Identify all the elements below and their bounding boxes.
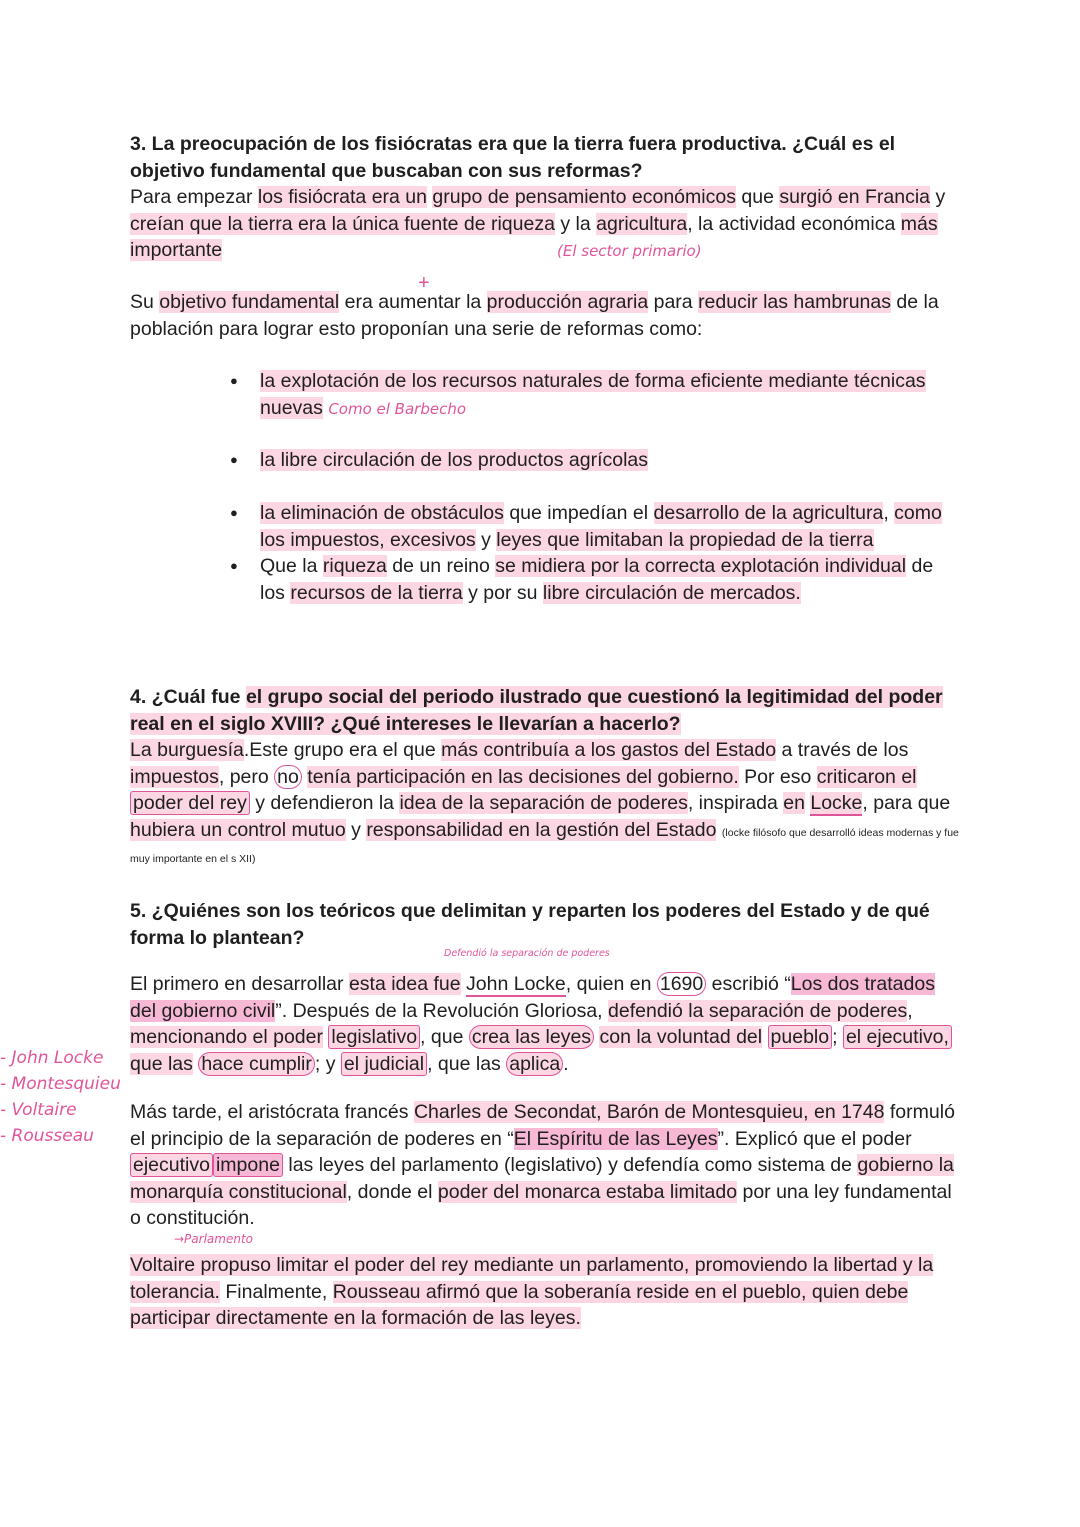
question-3-title: 3. La preocupación de los fisiócratas era que la tierra fuera productiva. ¿Cuál es el objetivo fundamental que buscaban con sus reformas? [130,133,896,182]
question-3-paragraph-1: Para empezar los fisiócrata era un grupo de pensamiento económicos que surgió en Francia y creían que la tierra era la única fuente de riqueza y la agricultura, la actividad económica más importante [130,186,946,261]
margin-name: - Montesquieu [0,1074,121,1094]
margin-name: - John Locke [0,1048,104,1068]
plus-annotation: + [418,272,430,294]
list-item: ● la eliminación de obstáculos que impedían el desarrollo de la agricultura, como los impuestos, excesivos y leyes que limitaban la propiedad de la tierra [230,500,960,553]
margin-theorists-list [0,1045,128,1149]
reforms-list [230,368,960,422]
question-4-answer: La burguesía.Este grupo era el que más contribuía a los gastos del Estado a través de los impuestos, pero no tenía participación en las decisiones del gobierno. Por eso criticaron el poder del rey y defendieron la idea de la separación de poderes, inspirada en Locke, para que hubiera un control mutuo y responsabilidad en la gestión del Estado (locke filósofo que desarrolló ideas modernas y fue muy importante en el s XII) [130,739,959,865]
question-5-title: 5. ¿Quiénes son los teóricos que delimitan y reparten los poderes del Estado y de qué forma lo plantean? [130,900,930,949]
question-5-paragraph-1: El primero en desarrollar esta idea fue John Locke, quien en 1690 escribió “Los dos tratados del gobierno civil”. Después de la Revolución Gloriosa, defendió la separación de poderes, mencionando el poder legislativo , que crea las leyes con la voluntad del pueblo ; el ejecutivo, que las hace cumplir ; y el judicial , que las aplica . [130,971,960,1077]
annotation-parlamento: →Parlamento [174,1232,253,1246]
question-3-paragraph-2: Su objetivo fundamental era aumentar la producción agraria para reducir las hambrunas de la población para lograr esto proponían una serie de reformas como: [130,291,939,340]
question-5-paragraph-3: Voltaire propuso limitar el poder del rey mediante un parlamento, promoviendo la libertad y la tolerancia. Finalmente, Rousseau afirmó que la soberanía reside en el pueblo, quien debe participar directamente en la formación de las leyes. [130,1254,934,1329]
list-item: ● Que la riqueza de un reino se midiera por la correcta explotación individual de los recursos de la tierra y por su libre circulación de mercados. [230,553,960,606]
reforms-list-3 [230,500,960,606]
annotation-sector-primario: (El sector primario) [557,242,702,260]
margin-name: - Voltaire [0,1100,77,1120]
margin-name: - Rousseau [0,1126,94,1146]
question-5-paragraph-2: Más tarde, el aristócrata francés Charles de Secondat, Barón de Montesquieu, en 1748 formuló el principio de la separación de poderes en “El Espíritu de las Leyes”. Explicó que el poder ejecutivo impone las leyes del parlamento (legislativo) y defendía como sistema de gobierno la monarquía constitucional, donde el poder del monarca estaba limitado por una ley fundamental o constitución. [130,1101,955,1229]
list-item: ● la explotación de los recursos naturales de forma eficiente mediante técnicas nuevas Como el Barbecho [230,368,960,422]
question-4-title: 4. ¿Cuál fue el grupo social del periodo ilustrado que cuestionó la legitimidad del poder real en el siglo XVIII? ¿Qué intereses le llevarían a hacerlo? [130,686,943,735]
annotation-defendio: Defendió la separación de poderes [444,948,610,959]
list-item: ● la libre circulación de los productos agrícolas [230,447,960,474]
reforms-list-2 [230,447,960,474]
